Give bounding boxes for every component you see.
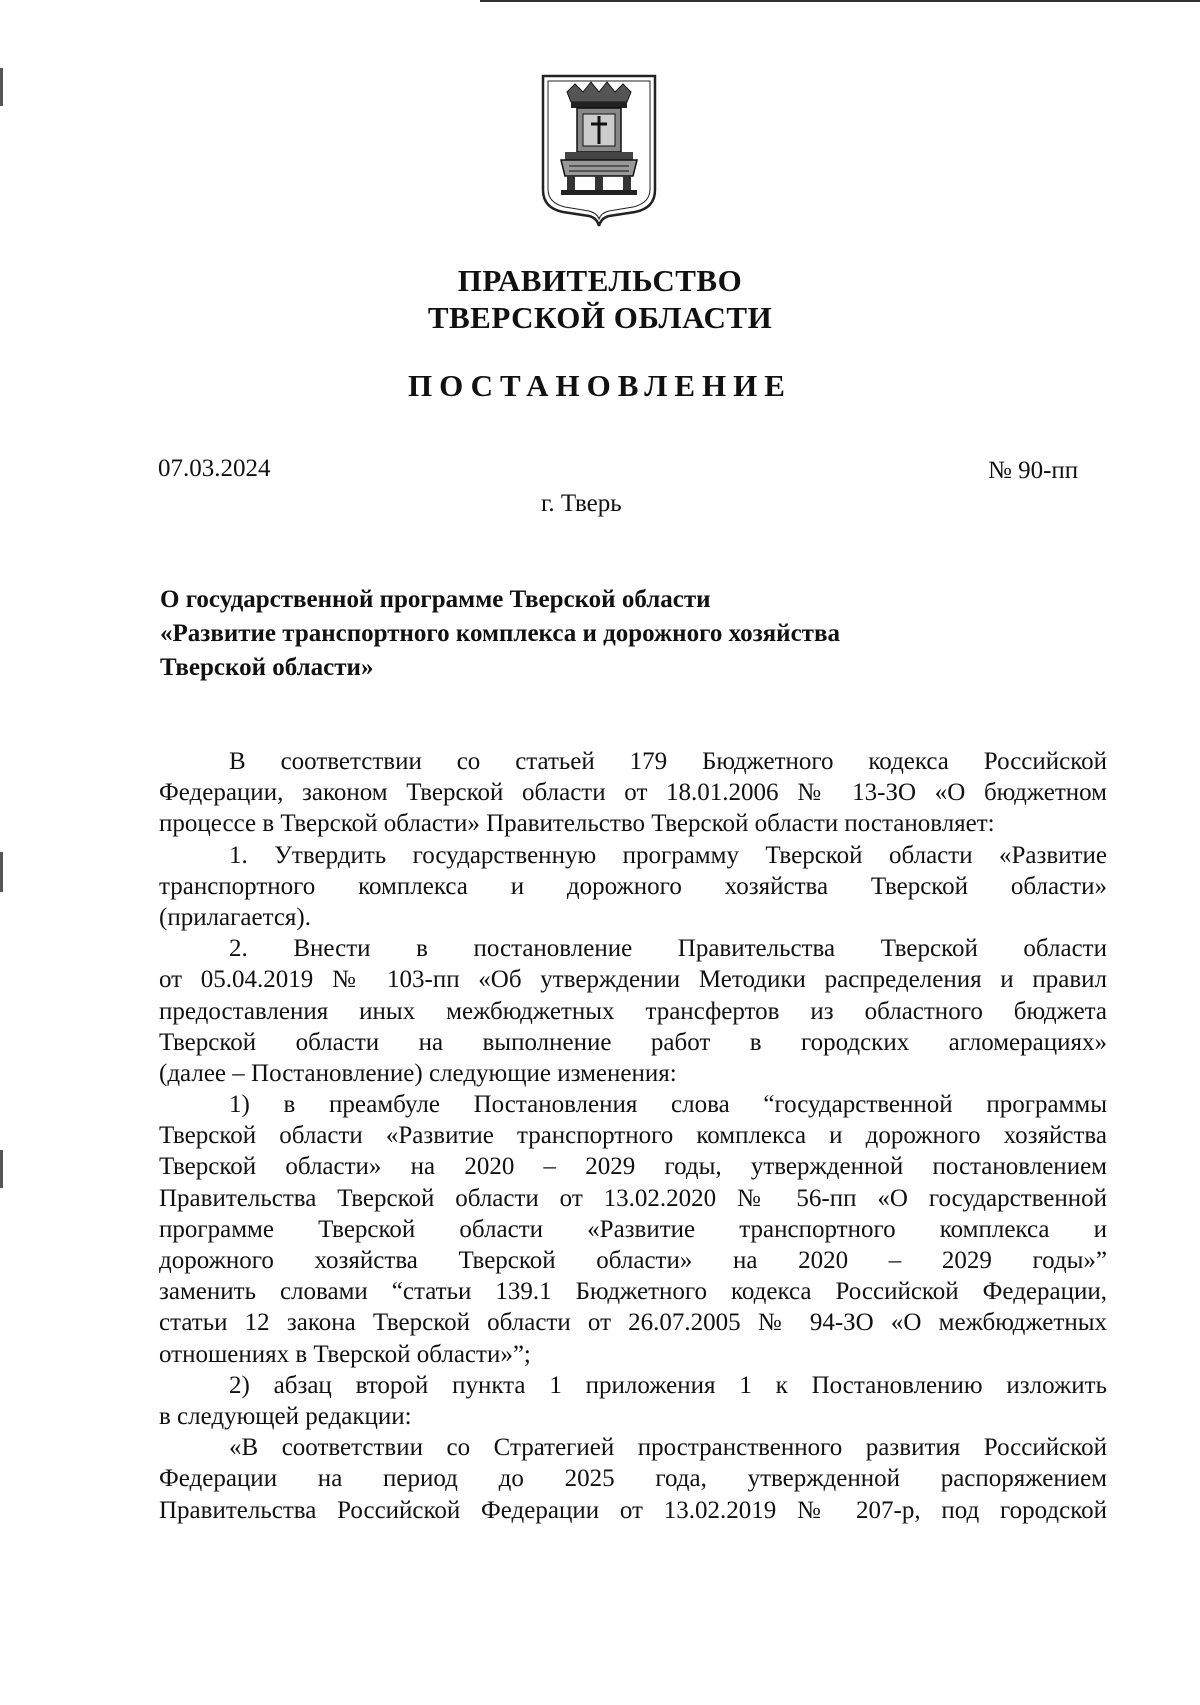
document-city: г. Тверь bbox=[541, 490, 622, 517]
tver-coat-of-arms-icon bbox=[539, 72, 659, 232]
document-body bbox=[159, 746, 1107, 1526]
body-line: предоставления иных межбюджетных трансфертов из областного бюджета bbox=[159, 997, 1107, 1025]
organization-name-line2: ТВЕРСКОЙ ОБЛАСТИ bbox=[427, 300, 773, 335]
body-line: Правительства Российской Федерации от 13.02.2019 № 207-р, под городской bbox=[159, 1496, 1107, 1524]
body-line: заменить словами “статьи 139.1 Бюджетного кодекса Российской Федерации, bbox=[159, 1278, 1107, 1306]
scan-margin-mark bbox=[0, 852, 3, 892]
body-line: Тверской области» на 2020 – 2029 годы, утвержденной постановлением bbox=[159, 1153, 1107, 1181]
document-type: ПОСТАНОВЛЕНИЕ bbox=[408, 368, 792, 403]
body-line: Тверской области на выполнение работ в городских агломерациях» bbox=[159, 1028, 1107, 1056]
title-line: «Развитие транспортного комплекса и дорожного хозяйства bbox=[160, 620, 840, 647]
body-line: (далее – Постановление) следующие изменения: bbox=[159, 1059, 677, 1087]
organization-name-line1: ПРАВИТЕЛЬСТВО bbox=[457, 263, 743, 298]
body-line: программе Тверской области «Развитие транспортного комплекса и bbox=[159, 1215, 1107, 1243]
body-line: дорожного хозяйства Тверской области» на 2020 – 2029 годы»” bbox=[159, 1247, 1107, 1274]
scan-margin-mark bbox=[0, 68, 3, 106]
body-line: от 05.04.2019 № 103-пп «Об утверждении Методики распределения и правил bbox=[159, 966, 1107, 994]
body-line: отношениях в Тверской области»”; bbox=[159, 1340, 531, 1368]
body-line: Тверской области «Развитие транспортного комплекса и дорожного хозяйства bbox=[159, 1122, 1107, 1150]
body-line: процессе в Тверской области» Правительство Тверской области постановляет: bbox=[159, 810, 995, 838]
body-line: Федерации, законом Тверской области от 18.01.2006 № 13-ЗО «О бюджетном bbox=[159, 779, 1107, 807]
title-line: О государственной программе Тверской области bbox=[160, 586, 711, 613]
document-date: 07.03.2024 bbox=[158, 455, 271, 482]
body-line: Федерации на период до 2025 года, утвержденной распоряжением bbox=[159, 1465, 1107, 1493]
body-line: 1. Утвердить государственную программу Тверской области «Развитие bbox=[229, 841, 1107, 869]
body-line: Правительства Тверской области от 13.02.2020 № 56-пп «О государственной bbox=[159, 1184, 1107, 1212]
document-title bbox=[160, 583, 1060, 685]
title-line: Тверской области» bbox=[160, 654, 374, 681]
document-number: № 90-пп bbox=[988, 457, 1079, 484]
scan-margin-mark bbox=[0, 1150, 3, 1188]
body-line: 2. Внести в постановление Правительства Тверской области bbox=[229, 935, 1107, 963]
body-line: транспортного комплекса и дорожного хозяйства Тверской области» bbox=[159, 872, 1107, 900]
body-line: 1) в преамбуле Постановления слова “государственной программы bbox=[229, 1091, 1107, 1119]
body-line: (прилагается). bbox=[159, 903, 312, 931]
body-line: «В соответствии со Стратегией пространственного развития Российской bbox=[229, 1434, 1107, 1462]
body-line: В соответствии со статьей 179 Бюджетного кодекса Российской bbox=[229, 748, 1107, 775]
body-line: в следующей редакции: bbox=[159, 1402, 412, 1430]
body-line: 2) абзац второй пункта 1 приложения 1 к Постановлению изложить bbox=[229, 1371, 1107, 1399]
scan-edge-line bbox=[480, 0, 1200, 2]
body-line: статьи 12 закона Тверской области от 26.07.2005 № 94-ЗО «О межбюджетных bbox=[159, 1309, 1107, 1337]
